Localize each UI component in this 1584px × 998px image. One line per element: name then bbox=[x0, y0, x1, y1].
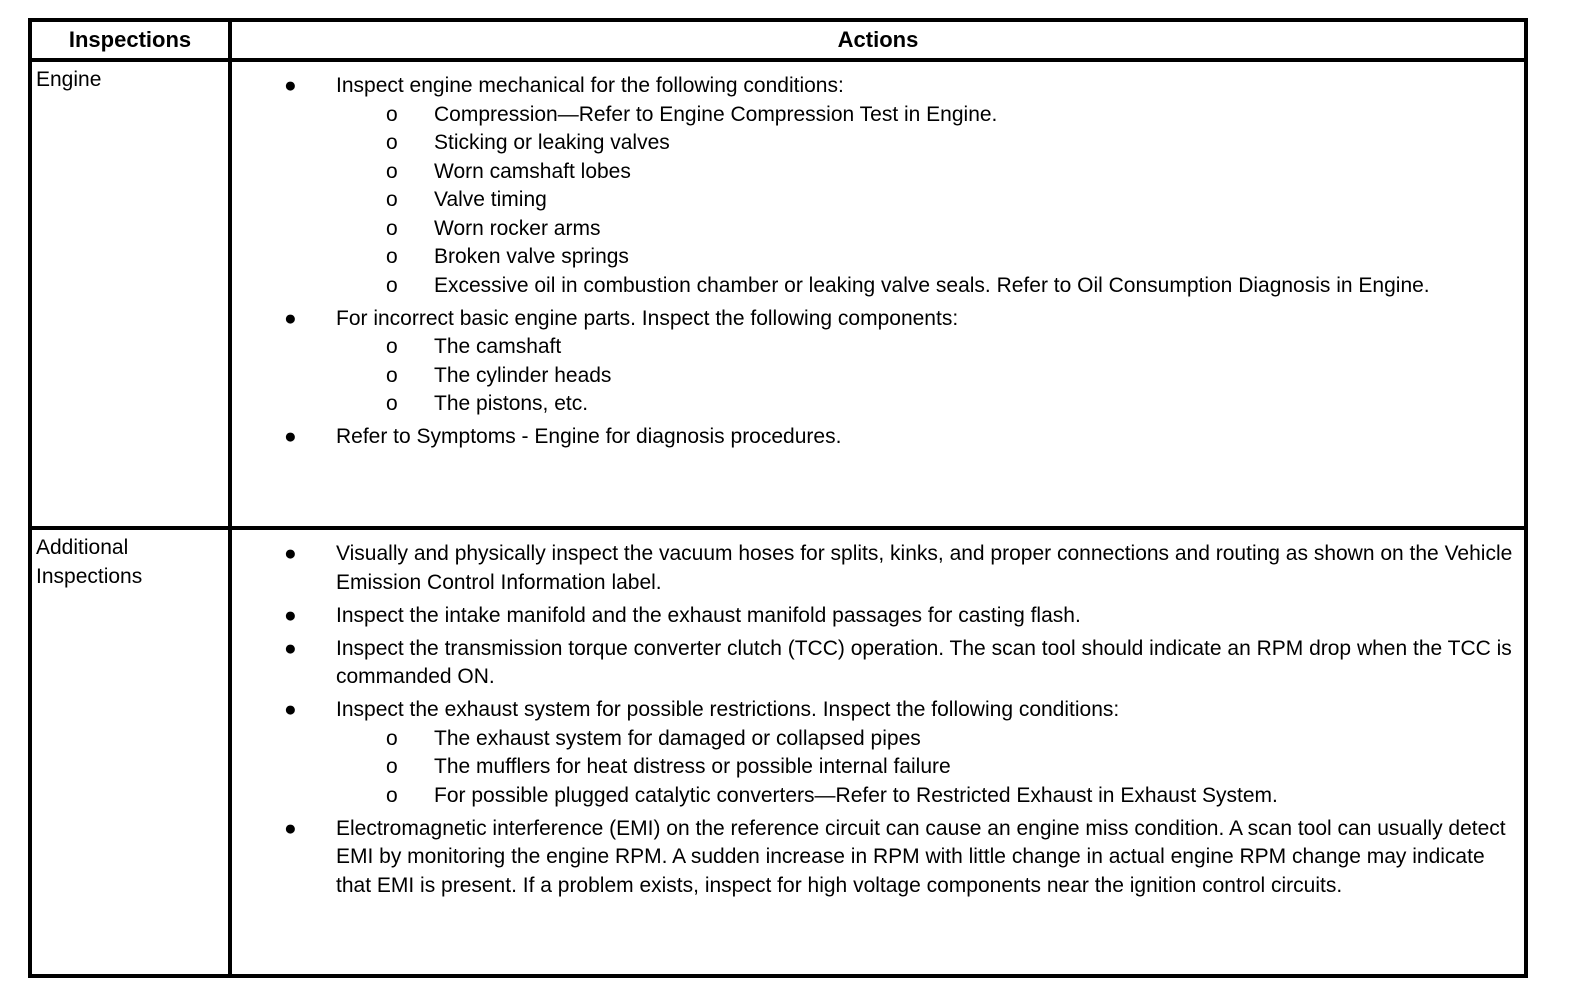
bullet-icon: ● bbox=[284, 74, 297, 97]
sub-action-text: The cylinder heads bbox=[434, 363, 612, 387]
circle-bullet-icon: o bbox=[386, 783, 398, 807]
sub-action-text: The exhaust system for damaged or collapsed pipes bbox=[434, 726, 921, 750]
list-item bbox=[232, 540, 1516, 597]
list-item bbox=[232, 815, 1516, 901]
sub-action-text: The pistons, etc. bbox=[434, 392, 589, 415]
row-actions-engine bbox=[230, 60, 1526, 528]
circle-bullet-icon: o bbox=[386, 159, 398, 183]
list-item bbox=[232, 305, 1516, 419]
sub-list-item bbox=[336, 362, 1516, 391]
bullet-icon: ● bbox=[284, 425, 297, 448]
sub-action-text: Sticking or leaking valves bbox=[434, 131, 670, 154]
sub-list-item bbox=[336, 158, 1516, 187]
bullet-icon: ● bbox=[284, 603, 297, 627]
action-text: For incorrect basic engine parts. Inspect the following components: bbox=[336, 306, 959, 330]
bullet-icon: ● bbox=[284, 306, 297, 330]
sub-list bbox=[336, 101, 1516, 301]
sub-list-item bbox=[336, 333, 1516, 362]
action-text: Visually and physically inspect the vacuum hoses for splits, kinks, and proper connections and routing as shown on the Vehicle Emission Control Information label. bbox=[336, 542, 1513, 594]
bullet-icon: ● bbox=[284, 636, 297, 660]
sub-action-text: Compression—Refer to Engine Compression Test in Engine. bbox=[434, 102, 998, 126]
circle-bullet-icon: o bbox=[386, 335, 398, 358]
sub-list bbox=[336, 333, 1516, 419]
sub-list-item bbox=[336, 390, 1516, 419]
sub-list-item bbox=[336, 753, 1516, 782]
sub-list-item bbox=[336, 186, 1516, 215]
action-text: Inspect the exhaust system for possible restrictions. Inspect the following conditions: bbox=[336, 698, 1120, 721]
row-actions-additional-inspections bbox=[230, 528, 1526, 976]
sub-action-text: Excessive oil in combustion chamber or leaking valve seals. Refer to Oil Consumption Diagnosis in Engine. bbox=[434, 273, 1430, 297]
header-inspections: Inspections bbox=[30, 20, 230, 60]
circle-bullet-icon: o bbox=[386, 131, 398, 154]
circle-bullet-icon: o bbox=[386, 245, 398, 268]
action-text: Refer to Symptoms - Engine for diagnosis procedures. bbox=[336, 425, 842, 448]
circle-bullet-icon: o bbox=[386, 273, 398, 297]
circle-bullet-icon: o bbox=[386, 102, 398, 126]
sub-action-text: Valve timing bbox=[434, 188, 547, 211]
sub-list-item bbox=[336, 215, 1516, 244]
circle-bullet-icon: o bbox=[386, 363, 398, 387]
sub-action-text: The mufflers for heat distress or possible internal failure bbox=[434, 755, 951, 778]
sub-action-text: Broken valve springs bbox=[434, 245, 629, 268]
sub-list-item bbox=[336, 101, 1516, 130]
table-row-additional-inspections bbox=[30, 528, 1526, 976]
list-item bbox=[232, 423, 1516, 452]
list-item bbox=[232, 696, 1516, 810]
row-label-additional-inspections: Additional Inspections bbox=[30, 528, 230, 976]
sub-action-text: Worn rocker arms bbox=[434, 216, 601, 240]
actions-list bbox=[232, 72, 1516, 452]
sub-list-item bbox=[336, 243, 1516, 272]
sub-list-item bbox=[336, 725, 1516, 754]
header-row bbox=[30, 20, 1526, 60]
bullet-icon: ● bbox=[284, 698, 297, 721]
action-text: Electromagnetic interference (EMI) on the reference circuit can cause an engine miss condition. A scan tool can usually detect EMI by monitoring the engine RPM. A sudden increase in RPM with little change in actual engine RPM change may indicate that EMI is present. If a problem exists, inspect for high voltage components near the ignition control circuits. bbox=[336, 816, 1506, 897]
circle-bullet-icon: o bbox=[386, 216, 398, 240]
circle-bullet-icon: o bbox=[386, 188, 398, 211]
row-label-engine: Engine bbox=[30, 60, 230, 528]
sub-action-text: The camshaft bbox=[434, 335, 562, 358]
sub-list bbox=[336, 725, 1516, 811]
bullet-icon: ● bbox=[284, 542, 297, 565]
action-text: Inspect engine mechanical for the following conditions: bbox=[336, 74, 844, 97]
action-text: Inspect the intake manifold and the exhaust manifold passages for casting flash. bbox=[336, 603, 1081, 627]
list-item bbox=[232, 72, 1516, 300]
sub-list-item bbox=[336, 129, 1516, 158]
list-item bbox=[232, 602, 1516, 631]
inspections-table bbox=[28, 18, 1528, 978]
list-item bbox=[232, 635, 1516, 692]
circle-bullet-icon: o bbox=[386, 392, 398, 415]
table-row-engine bbox=[30, 60, 1526, 528]
sub-action-text: Worn camshaft lobes bbox=[434, 159, 631, 183]
circle-bullet-icon: o bbox=[386, 726, 398, 750]
sub-list-item bbox=[336, 782, 1516, 811]
sub-action-text: For possible plugged catalytic converters—Refer to Restricted Exhaust in Exhaust System. bbox=[434, 783, 1278, 807]
actions-list bbox=[232, 540, 1516, 900]
header-actions: Actions bbox=[230, 20, 1526, 60]
circle-bullet-icon: o bbox=[386, 755, 398, 778]
bullet-icon: ● bbox=[284, 816, 297, 840]
action-text: Inspect the transmission torque converter clutch (TCC) operation. The scan tool should indicate an RPM drop when the TCC is commanded ON. bbox=[336, 636, 1512, 688]
sub-list-item bbox=[336, 272, 1516, 301]
